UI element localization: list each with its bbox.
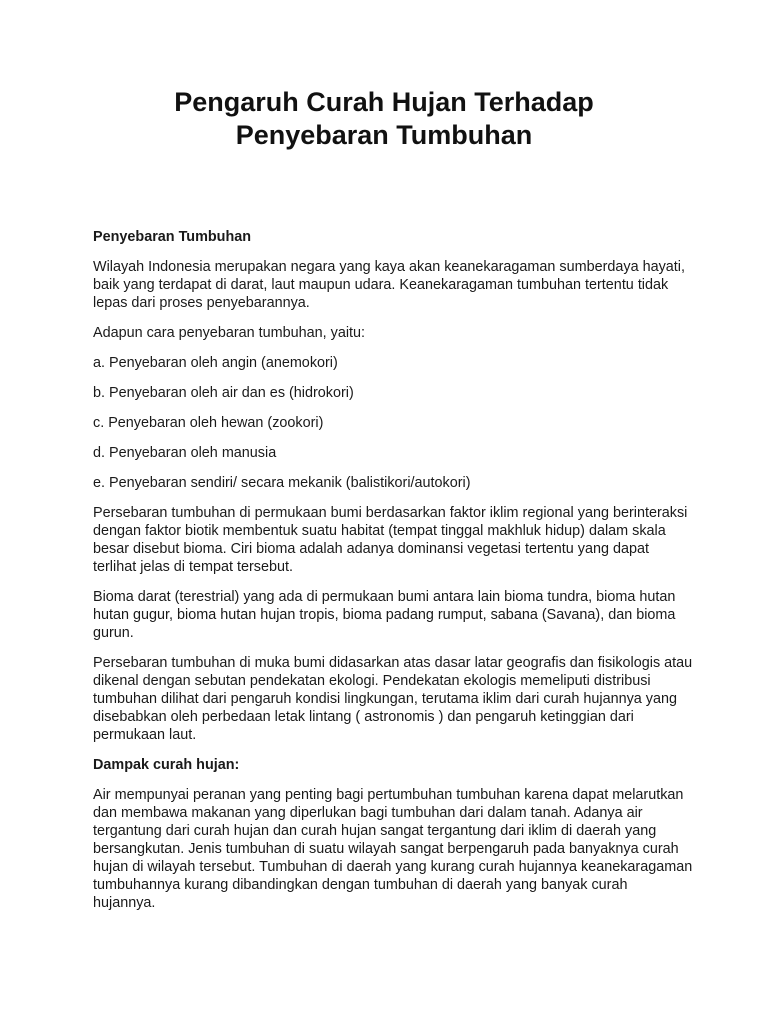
list-item: b. Penyebaran oleh air dan es (hidrokori) [93,385,354,401]
section-heading-dampak: Dampak curah hujan: [93,757,240,773]
title-line-1: Pengaruh Curah Hujan Terhadap [174,87,594,117]
paragraph-bioma: Persebaran tumbuhan di permukaan bumi berdasarkan faktor iklim regional yang berinteraksi dengan faktor biotik membentuk suatu habitat (tempat tinggal makhluk hidup) dalam skala besar disebut bioma. Ciri bioma adalah adanya dominansi vegetasi tertentu yang dapat terlihat jelas di tempat tersebut. [93,505,688,575]
paragraph-list-intro: Adapun cara penyebaran tumbuhan, yaitu: [93,325,366,341]
document-title [0,86,768,152]
list-item: e. Penyebaran sendiri/ secara mekanik (balistikori/autokori) [93,475,471,491]
paragraph-intro: Wilayah Indonesia merupakan negara yang kaya akan keanekaragaman sumberdaya hayati, baik yang terdapat di darat, laut maupun udara. Keanekaragaman tumbuhan tertentu tidak lepas dari proses penyebarannya. [93,259,685,311]
paragraph-bioma-darat: Bioma darat (terestrial) yang ada di permukaan bumi antara lain bioma tundra, bioma hutan hutan gugur, bioma hutan hujan tropis, bioma padang rumput, sabana (Savana), dan bioma gurun. [93,589,676,641]
title-line-2: Penyebaran Tumbuhan [235,120,533,150]
list-item: c. Penyebaran oleh hewan (zookori) [93,415,324,431]
paragraph-dampak: Air mempunyai peranan yang penting bagi pertumbuhan tumbuhan karena dapat melarutkan dan membawa makanan yang diperlukan bagi tumbuhan dari dalam tanah. Adanya air tergantung dari curah hujan dan curah hujan sangat tergantung dari iklim di daerah yang bersangkutan. Jenis tumbuhan di suatu wilayah sangat berpengaruh pada banyaknya curah hujan di wilayah tersebut. Tumbuhan di daerah yang kurang curah hujannya keanekaragaman tumbuhannya kurang dibandingkan dengan tumbuhan di daerah yang banyak curah hujannya. [93,787,693,911]
paragraph-ekologi: Persebaran tumbuhan di muka bumi didasarkan atas dasar latar geografis dan fisikologis atau dikenal dengan sebutan pendekatan ekologi. Pendekatan ekologis memeliputi distribusi tumbuhan dilihat dari pengaruh kondisi lingkungan, terutama iklim dari curah hujannya yang disebabkan oleh perbedaan letak lintang ( astronomis ) dan pengaruh ketinggian dari permukaan laut. [93,655,693,743]
document-body [93,228,693,924]
list-item: a. Penyebaran oleh angin (anemokori) [93,355,338,371]
list-item: d. Penyebaran oleh manusia [93,445,277,461]
section-heading-penyebaran: Penyebaran Tumbuhan [93,229,252,245]
